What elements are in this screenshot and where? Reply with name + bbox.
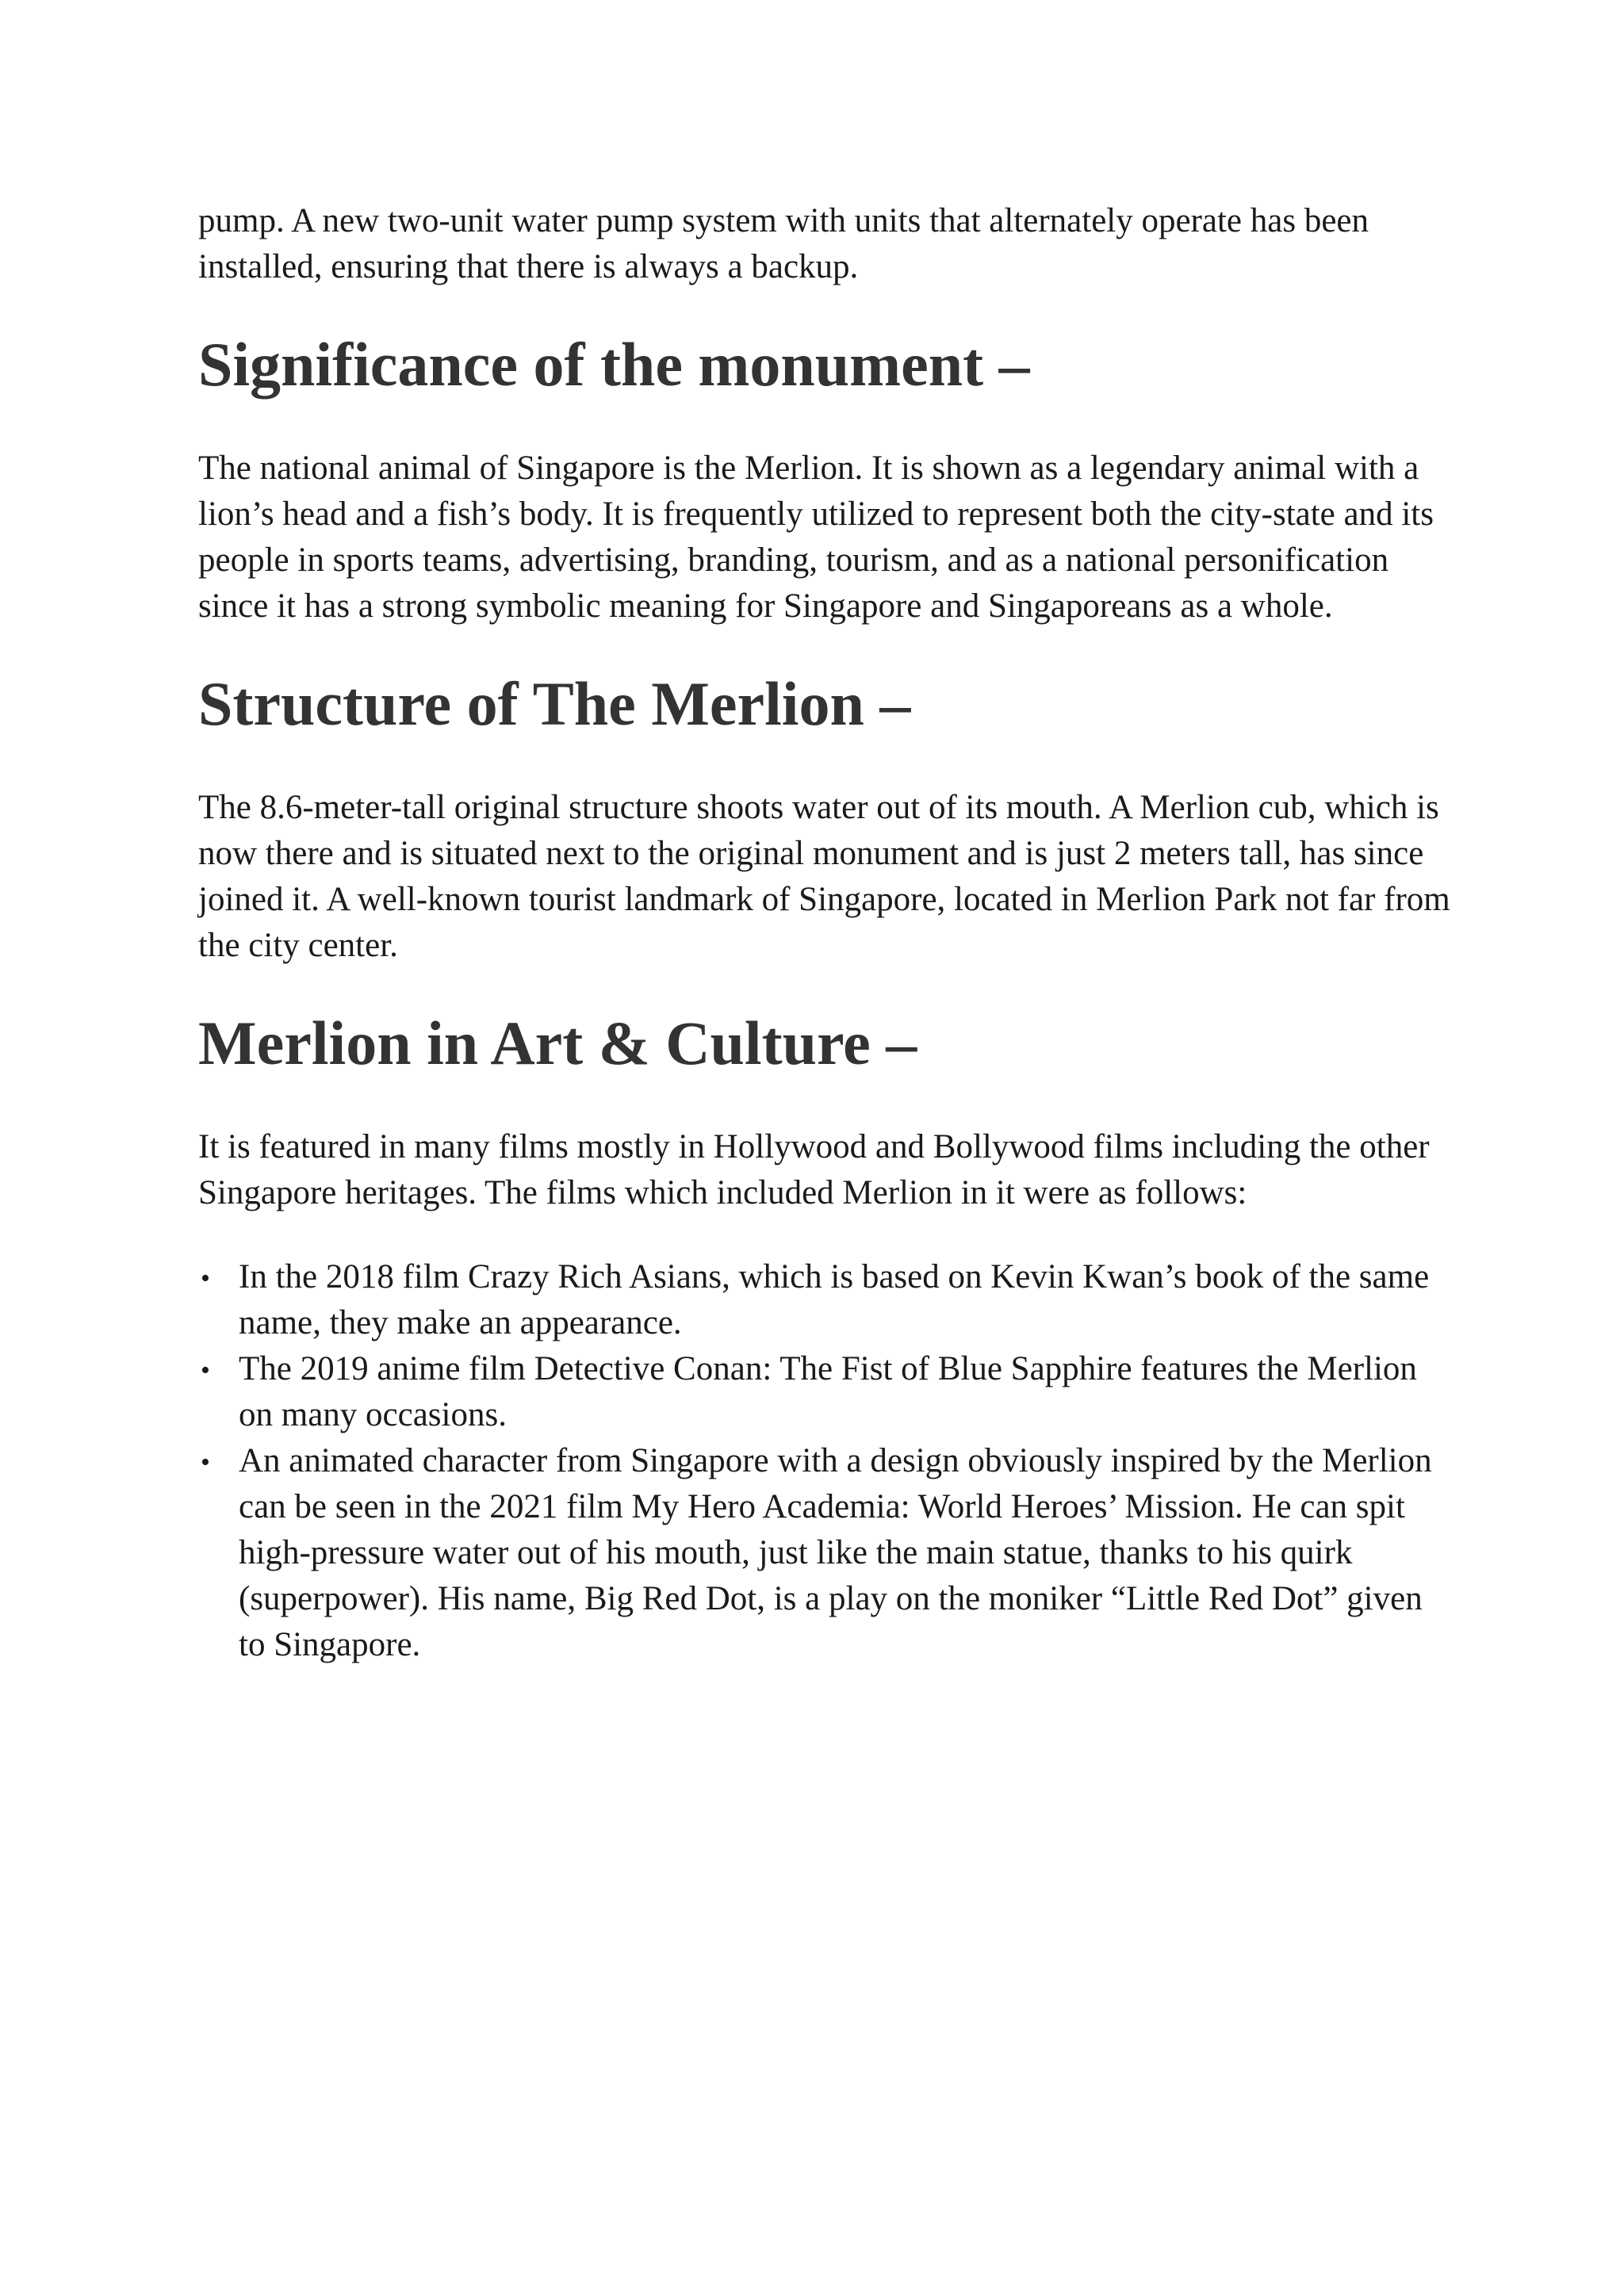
list-item-text: The 2019 anime film Detective Conan: The Fist of Blue Sapphire features the Merlion on many occasions. — [239, 1350, 1417, 1433]
list-item — [198, 1346, 1451, 1438]
list-item-text: In the 2018 film Crazy Rich Asians, which is based on Kevin Kwan’s book of the same name, they make an appearance. — [239, 1258, 1430, 1341]
intro-paragraph: pump. A new two-unit water pump system with units that alternately operate has been installed, ensuring that there is always a backup. — [198, 202, 1369, 285]
document-page — [198, 198, 1451, 1668]
bullet-icon: • — [201, 1448, 210, 1477]
heading-structure: Structure of The Merlion – — [198, 669, 911, 738]
bullet-icon: • — [201, 1356, 210, 1385]
list-item — [198, 1254, 1451, 1346]
bullet-icon: • — [201, 1264, 210, 1293]
heading-art-culture: Merlion in Art & Culture – — [198, 1008, 917, 1077]
paragraph-art-culture: It is featured in many films mostly in Hollywood and Bollywood films including the other Singapore heritages. The films which included Merlion in it were as follows: — [198, 1128, 1430, 1211]
heading-significance: Significance of the monument – — [198, 330, 1030, 399]
paragraph-significance: The national animal of Singapore is the Merlion. It is shown as a legendary animal with a lion’s head and a fish’s body. It is frequently utilized to represent both the city-state and its people in sports teams, advertising, branding, tourism, and as a national personification since it has a strong symbolic meaning for Singapore and Singaporeans as a whole. — [198, 450, 1434, 625]
list-item-text: An animated character from Singapore with a design obviously inspired by the Merlion can be seen in the 2021 film My Hero Academia: World Heroes’ Mission. He can spit high-pressure water out of his mouth, just like the main statue, thanks to his quirk (superpower). His name, Big Red Dot, is a play on the moniker “Little Red Dot” given to Singapore. — [239, 1442, 1432, 1663]
films-list — [198, 1254, 1451, 1668]
paragraph-structure: The 8.6-meter-tall original structure shoots water out of its mouth. A Merlion cub, which is now there and is situated next to the original monument and is just 2 meters tall, has since joined it. A well-known tourist landmark of Singapore, located in Merlion Park not far from the city center. — [198, 789, 1450, 964]
list-item — [198, 1438, 1451, 1668]
